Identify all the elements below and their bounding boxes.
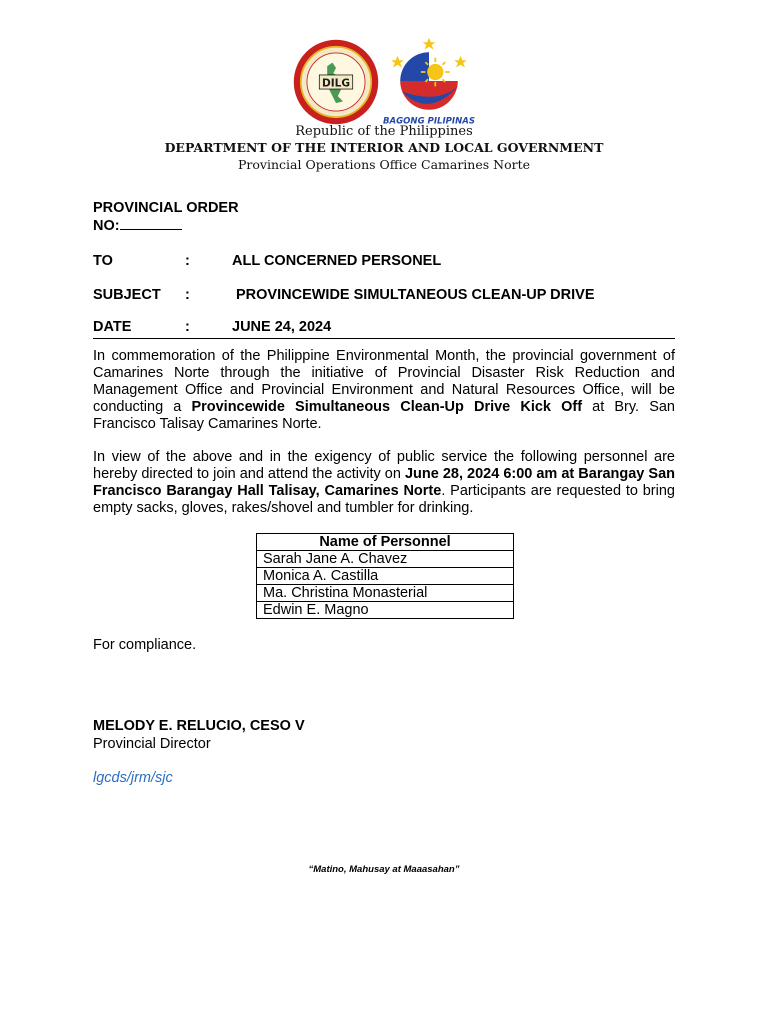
letterhead-office: Provincial Operations Office Camarines Norte [238, 157, 530, 172]
personnel-name: Monica A. Castilla [257, 568, 514, 585]
subject-label: SUBJECT [93, 287, 161, 303]
reference-initials: lgcds/jrm/sjc [93, 770, 173, 786]
provincial-order-title [93, 200, 675, 235]
p2-text-a: In view of the above and in the exigency of public service the following personnel are hereby directed to join and attend the activity on [93, 449, 675, 482]
order-title-line1: PROVINCIAL ORDER [93, 200, 239, 216]
seal-text: DILG [321, 77, 351, 90]
to-separator: : [185, 253, 190, 269]
table-row [257, 585, 514, 602]
letterhead-department: DEPARTMENT OF THE INTERIOR AND LOCAL GOVERNMENT [164, 140, 604, 155]
order-number-label: NO: [93, 218, 120, 234]
footer-motto: “Matino, Mahusay at Maaasahan” [308, 864, 460, 875]
subject-separator: : [185, 287, 190, 303]
to-label: TO [93, 253, 113, 269]
dilg-seal-icon [292, 38, 380, 126]
body-paragraph-2 [93, 449, 675, 517]
order-number-blank [120, 217, 182, 230]
table-header-row [257, 534, 514, 551]
personnel-name: Ma. Christina Monasterial [257, 585, 514, 602]
p1-text-c: at Bry. San Francisco Talisay Camarines Norte. [93, 399, 675, 432]
header-logos [290, 36, 480, 128]
subject-value: PROVINCEWIDE SIMULTANEOUS CLEAN-UP DRIVE [236, 287, 595, 303]
date-label: DATE [93, 319, 132, 335]
table-row [257, 551, 514, 568]
bagong-pilipinas-text: BAGONG PILIPINAS [383, 116, 475, 127]
date-value: JUNE 24, 2024 [232, 319, 332, 335]
bagong-pilipinas-logo-icon [383, 36, 475, 127]
table-row [257, 602, 514, 619]
body-paragraph-1 [93, 348, 675, 433]
date-separator: : [185, 319, 190, 335]
header-divider [93, 338, 675, 339]
signatory-name: MELODY E. RELUCIO, CESO V [93, 718, 305, 734]
order-number-line [93, 217, 675, 235]
personnel-name: Sarah Jane A. Chavez [257, 551, 514, 568]
table-row [257, 568, 514, 585]
to-value: ALL CONCERNED PERSONEL [232, 253, 442, 269]
personnel-name: Edwin E. Magno [257, 602, 514, 619]
p2-text-c: . Participants are requested to bring empty sacks, gloves, rakes/shovel and tumbler for drinking. [93, 483, 675, 516]
personnel-column-header: Name of Personnel [257, 534, 514, 551]
closing-text: For compliance. [93, 637, 197, 653]
p1-text-a: In commemoration of the Philippine Environmental Month, the provincial government of Camarines Norte through the initiative of Provincial Disaster Risk Reduction and Management Office and Provincial Environment and Natural Resources Office, will be conducting a [93, 348, 675, 415]
p2-text-bold: June 28, 2024 6:00 am at Barangay San Francisco Barangay Hall Talisay, Camarines Norte [93, 466, 675, 499]
signatory-title: Provincial Director [93, 736, 211, 752]
personnel-table [256, 533, 514, 619]
p1-text-bold: Provincewide Simultaneous Clean-Up Drive Kick Off [191, 399, 583, 415]
letterhead-republic: Republic of the Philippines [295, 124, 473, 139]
